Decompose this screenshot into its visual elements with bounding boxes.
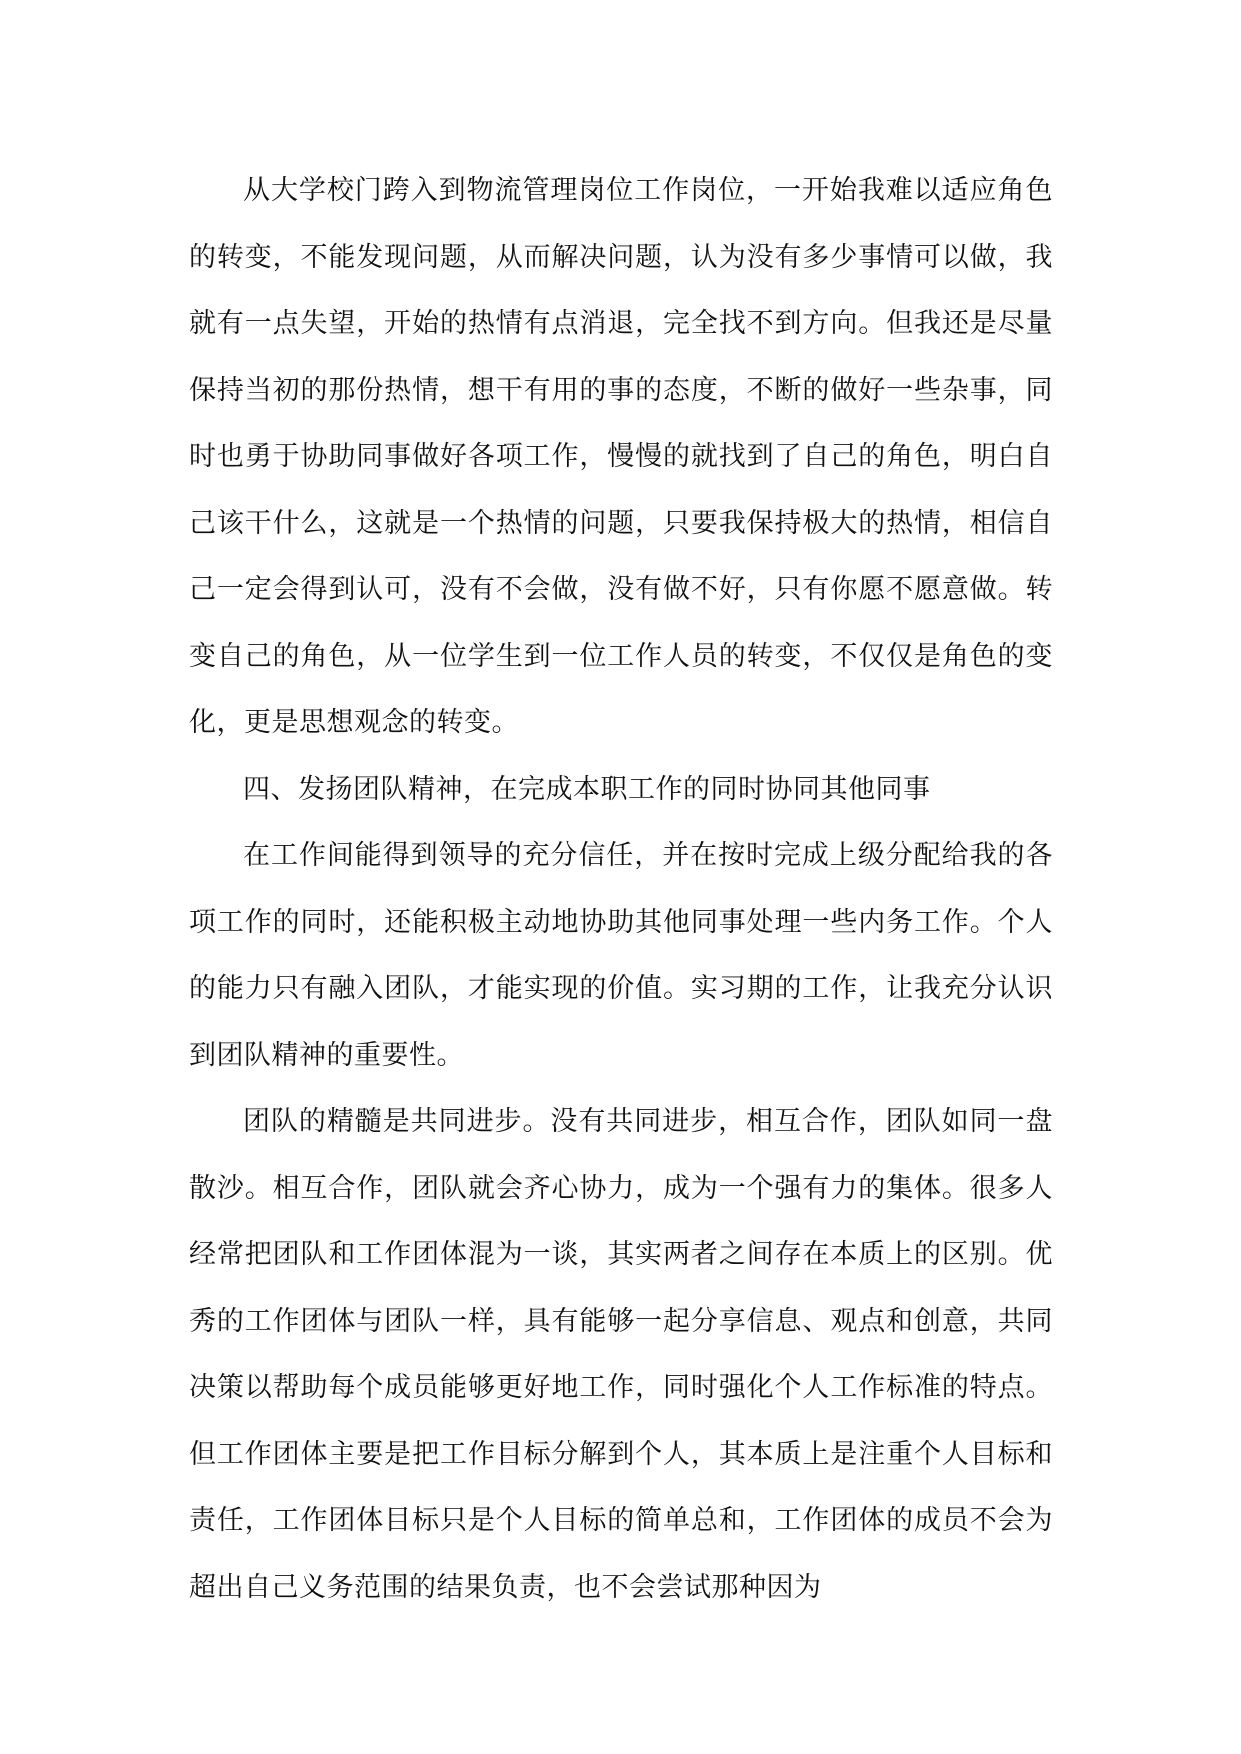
section-heading-teamwork: 四、发扬团队精神，在完成本职工作的同时协同其他同事 bbox=[243, 773, 931, 805]
paragraph-team-essence: 团队的精髓是共同进步。没有共同进步，相互合作，团队如同一盘散沙。相互合作，团队就会齐心协力，成为一个强有力的集体。很多人经常把团队和工作团体混为一谈，其实两者之间存在本质上的区别。优秀的工作团体与团队一样，具有能够一起分享信息、观点和创意，共同决策以帮助每个成员能够更好地工作，同时强化个人工作标准的特点。但工作团体主要是把工作目标分解到个人，其本质上是注重个人目标和责任，工作团体目标只是个人目标的简单总和，工作团体的成员不会为超出自己义务范围的结果负责，也不会尝试那种因为 bbox=[189, 1106, 1053, 1603]
document-body bbox=[189, 158, 1053, 1621]
paragraph-leadership-trust: 在工作间能得到领导的充分信任，并在按时完成上级分配给我的各项工作的同时，还能积极主动地协助其他同事处理一些内务工作。个人的能力只有融入团队，才能实现的价值。实习期的工作，让我充分认识到团队精神的重要性。 bbox=[189, 840, 1053, 1071]
paragraph-role-transition: 从大学校门跨入到物流管理岗位工作岗位，一开始我难以适应角色的转变，不能发现问题，从而解决问题，认为没有多少事情可以做，我就有一点失望，开始的热情有点消退，完全找不到方向。但我还是尽量保持当初的那份热情，想干有用的事的态度，不断的做好一些杂事，同时也勇于协助同事做好各项工作，慢慢的就找到了自己的角色，明白自己该干什么，这就是一个热情的问题，只要我保持极大的热情，相信自己一定会得到认可，没有不会做，没有做不好，只有你愿不愿意做。转变自己的角色，从一位学生到一位工作人员的转变，不仅仅是角色的变化，更是思想观念的转变。 bbox=[189, 175, 1053, 738]
